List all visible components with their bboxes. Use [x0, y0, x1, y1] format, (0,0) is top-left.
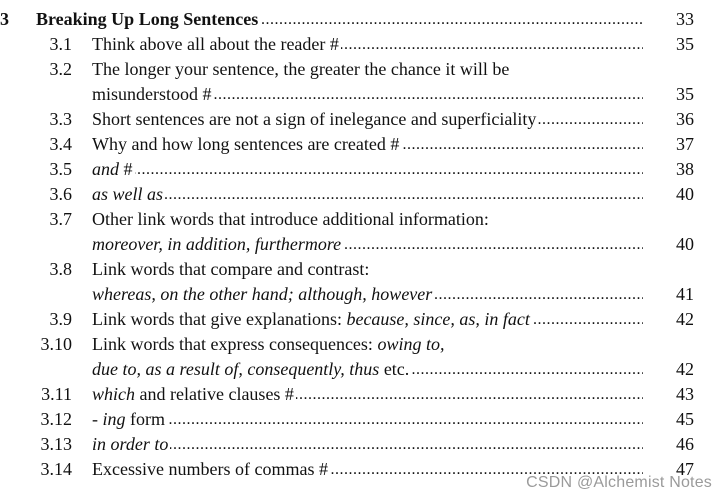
toc-entry[interactable] — [0, 132, 724, 157]
entry-page: 35 — [676, 34, 694, 54]
entry-title — [92, 307, 532, 332]
entry-title-continued — [92, 232, 343, 257]
entry-number: 3.3 — [49, 109, 72, 129]
entry-page: 46 — [676, 434, 694, 454]
entry-line — [92, 107, 643, 132]
entry-page: 45 — [676, 409, 694, 429]
toc-entry[interactable] — [0, 407, 724, 432]
entry-title: Think above all about the reader # — [92, 32, 341, 57]
toc-entry[interactable] — [0, 332, 724, 382]
entry-line — [92, 57, 643, 82]
entry-title — [92, 334, 446, 354]
entry-title: Why and how long sentences are created # — [92, 132, 401, 157]
toc-entry[interactable] — [0, 32, 724, 57]
entry-title-italic: ing — [102, 409, 126, 429]
entry-line — [92, 32, 643, 57]
entry-title-italic: as well as — [92, 184, 164, 204]
entry-line — [92, 182, 643, 207]
entry-page: 41 — [676, 284, 694, 304]
entry-title-italic: in order to — [92, 434, 169, 454]
entry-line — [92, 207, 643, 232]
entry-title-rest: etc. — [379, 359, 410, 379]
table-of-contents — [0, 7, 724, 482]
entry-page: 40 — [676, 184, 694, 204]
entry-line — [92, 382, 643, 407]
entry-line — [92, 432, 643, 457]
chapter-page: 33 — [676, 9, 694, 29]
toc-entry[interactable] — [0, 157, 724, 182]
entry-line — [92, 157, 643, 182]
watermark: CSDN @Alchemist Notes — [526, 474, 712, 491]
entry-title — [92, 382, 296, 407]
entry-number: 3.6 — [49, 184, 72, 204]
entry-page: 36 — [676, 109, 694, 129]
toc-entry[interactable] — [0, 432, 724, 457]
toc-chapter-row[interactable] — [0, 7, 724, 32]
entry-title: Other link words that introduce additional information: — [92, 209, 489, 229]
entry-line-continued — [92, 82, 643, 107]
entry-line-continued — [92, 357, 643, 382]
entry-title-italic: moreover, in addition, furthermore — [92, 234, 342, 254]
entry-title-italic: and — [92, 159, 119, 179]
toc-entry[interactable] — [0, 182, 724, 207]
entry-title-rest: form — [125, 409, 166, 429]
entry-title-italic: due to, as a result of, consequently, thus — [92, 359, 380, 379]
chapter-title-line — [36, 7, 643, 32]
entry-title — [92, 182, 165, 207]
entry-number: 3.14 — [40, 459, 72, 479]
toc-entry[interactable] — [0, 307, 724, 332]
entry-title-prefix: - — [92, 409, 103, 429]
entry-number: 3.5 — [49, 159, 72, 179]
toc-entry[interactable] — [0, 207, 724, 257]
entry-page: 47 — [676, 459, 694, 479]
toc-entry[interactable] — [0, 382, 724, 407]
entry-page: 43 — [676, 384, 694, 404]
entry-line-continued — [92, 282, 643, 307]
entry-number: 3.11 — [41, 384, 72, 404]
entry-line-continued — [92, 232, 643, 257]
entry-title-continued — [92, 357, 411, 382]
entry-number: 3.7 — [49, 209, 72, 229]
entry-number: 3.12 — [40, 409, 72, 429]
entry-title-italic: whereas, on the other hand; although, however — [92, 284, 433, 304]
chapter-title: Breaking Up Long Sentences — [36, 7, 260, 32]
entry-page: 35 — [676, 84, 694, 104]
entry-title: The longer your sentence, the greater the chance it will be — [92, 59, 510, 79]
entry-title-plain: Link words that give explanations: — [92, 309, 347, 329]
entry-title: Short sentences are not a sign of inelegance and superficiality — [92, 107, 538, 132]
entry-line — [92, 332, 643, 357]
entry-line — [92, 132, 643, 157]
entry-number: 3.1 — [49, 34, 72, 54]
entry-page: 42 — [676, 309, 694, 329]
entry-line — [92, 307, 643, 332]
entry-line — [92, 257, 643, 282]
entry-number: 3.9 — [49, 309, 72, 329]
toc-entry[interactable] — [0, 57, 724, 107]
entry-page: 38 — [676, 159, 694, 179]
entry-number: 3.2 — [49, 59, 72, 79]
entry-number: 3.10 — [40, 334, 72, 354]
entry-number: 3.8 — [49, 259, 72, 279]
entry-title-italic: owing to, — [377, 334, 445, 354]
entry-title: Excessive numbers of commas # — [92, 457, 330, 482]
entry-number: 3.13 — [40, 434, 72, 454]
entry-page: 37 — [676, 134, 694, 154]
entry-number: 3.4 — [49, 134, 72, 154]
chapter-number: 3 — [0, 9, 9, 29]
entry-title-rest: and relative clauses # — [135, 384, 294, 404]
entry-title-rest: # — [119, 159, 133, 179]
entry-title — [92, 407, 167, 432]
entry-title-italic: because, since, as, in fact — [346, 309, 530, 329]
entry-title — [92, 432, 170, 457]
entry-title-continued — [92, 282, 434, 307]
entry-title-plain: Link words that express consequences: — [92, 334, 378, 354]
toc-entry[interactable] — [0, 257, 724, 307]
entry-page: 42 — [676, 359, 694, 379]
toc-entry[interactable] — [0, 107, 724, 132]
entry-title — [92, 157, 135, 182]
entry-title: Link words that compare and contrast: — [92, 259, 370, 279]
entry-title-italic: which — [92, 384, 135, 404]
entry-title-continued: misunderstood # — [92, 82, 214, 107]
entry-line — [92, 407, 643, 432]
entry-page: 40 — [676, 234, 694, 254]
